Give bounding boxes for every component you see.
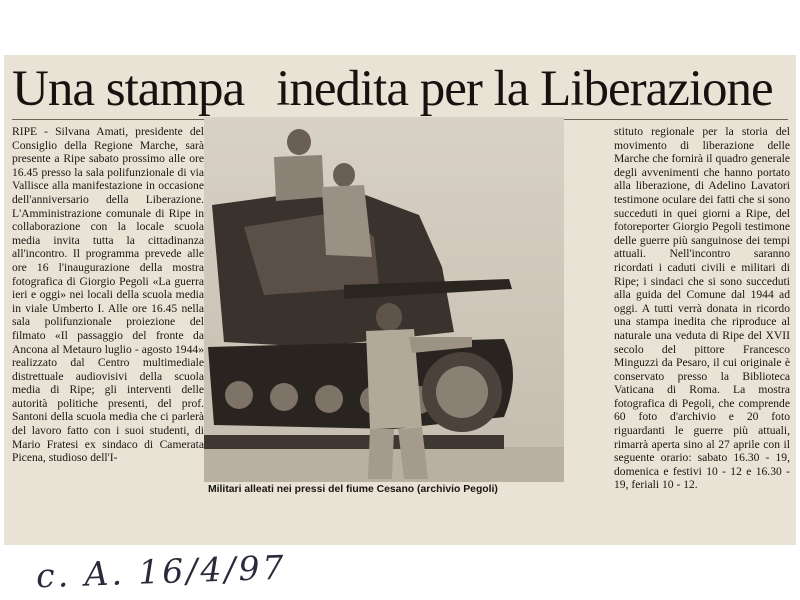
article-column-right: stituto regionale per la storia del movimento di liberazione delle Marche che fornirà il quadro generale degli avvenimenti che hanno portato alla liberazione, di Adelino Lavatori testimone oculare dei fatti che si sono succeduti in quei giorni a Ripe, del fotoreporter Giorgio Pegoli testimone delle guerre più sanguinose dei tempi attuali. Nell'incontro saranno ricordati i caduti civili e militari di Ripe; i sindaci che si sono succeduti alla guida del Comune dal 1944 ad oggi. A tutti verrà donata in ricordo una stampa inedita che riproduce al naturale una veduta di Ripe del XVII secolo del pittore Francesco Minguzzi da Pesaro, il cui originale è conservato presso la Biblioteca Vaticana di Roma. La mostra fotografica di Pegoli, che comprende 60 foto d'archivio e 20 foto riguardanti le guerre più attuali, rimarrà aperta sino al 27 aprile con il seguente orario: sabato 16.30 - 19, domenica e festivi 10 - 12 e 16.30 - 19, feriali 10 - 12.	[614, 125, 790, 492]
newspaper-clipping	[4, 55, 796, 596]
article-photo	[204, 117, 564, 482]
headline-left: Una stampa	[12, 61, 245, 117]
article-column-left: RIPE - Silvana Amati, presidente del Consiglio della Regione Marche, sarà presente a Ripe sabato prossimo alle ore 16.45 presso la sala polifunzionale di via Vallisce alla manifestazione in occasione dell'anniversario della Liberazione. L'Amministrazione comunale di Ripe in collaborazione con la locale scuola media invita tutta la cittadinanza all'incontro. Il programma prevede alle ore 16 l'inaugurazione della mostra fotografica di Giorgio Pegoli «La guerra ieri e oggi» nei locali della scuola media in viale Umberto I. Alle ore 16.45 nella sala polifunzionale proiezione del filmato «Il passaggio del fronte da Ancona al Metauro luglio - agosto 1944» realizzato dal Centro multimediale distrettuale audiovisivi della scuola media di Ripe; gli interventi delle autorità politiche presenti, del prof. Santoni della scuola media che ci parlerà del lavoro fatto con i suoi studenti, di Mario Fratesi ex sindaco di Camerata Picena, studioso dell'I-	[12, 125, 204, 465]
soldier-head-1	[287, 129, 311, 155]
headline	[12, 61, 788, 117]
soldier-head-2	[333, 163, 355, 187]
photo-caption: Militari alleati nei pressi del fiume Cesano (archivio Pegoli)	[208, 484, 498, 495]
headline-right: inedita per la Liberazione	[276, 61, 773, 117]
tank-lower-track	[204, 435, 504, 449]
soldier-body-2	[322, 185, 372, 257]
handwritten-date-note: c. A. 16/4/97	[35, 547, 288, 596]
soldier-body-1	[274, 155, 324, 201]
soldier-head-3	[376, 303, 402, 331]
soldier-leg-left	[368, 429, 394, 479]
sprocket-hub	[436, 366, 488, 418]
tank-photo-image	[204, 117, 564, 482]
